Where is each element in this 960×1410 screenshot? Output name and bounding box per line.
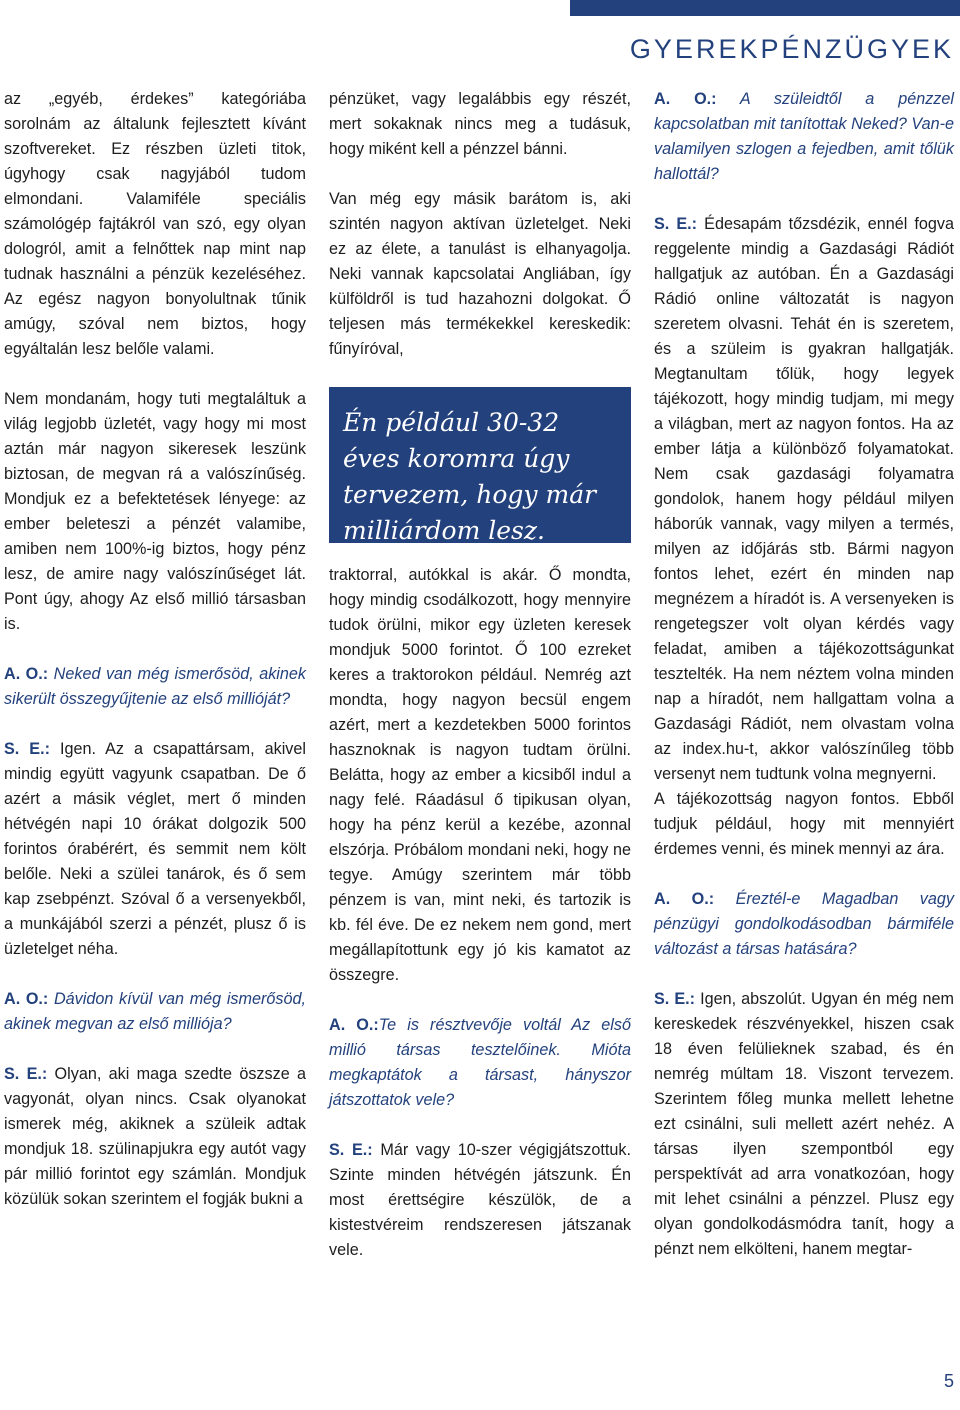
- interviewee-label: S. E.:: [654, 990, 696, 1008]
- text-column-3: [654, 87, 954, 1287]
- text-column-1: [4, 87, 306, 1237]
- interviewee-label: S. E.:: [4, 1065, 48, 1083]
- interviewee-label: S. E.:: [654, 215, 698, 233]
- text-column-2: [329, 87, 631, 1288]
- question: [4, 987, 306, 1037]
- question: [654, 87, 954, 187]
- question-text: Dávidon kívül van még ismerősöd, akinek megvan az első milliója?: [4, 990, 307, 1033]
- interviewer-label: A. O.:: [4, 990, 49, 1008]
- question-text: Te is résztvevője voltál Az első millió társas tesztelőinek. Mióta megkaptátok a társast, hányszor játszottatok vele?: [329, 1016, 631, 1109]
- answer-text: Édesapám tőzsdézik, ennél fogva reggelente mindig a Gazdasági Rádiót hallgatjuk az autóban. Én a Gazdasági Rádió online változatát is nagyon szeretem olvasni. Tehát én is szeretem, és a szüleim is gyakran hallgatják. Megtanultam tőlük, hogy legyek tájékozott, hogy mindig tudjam, mi megy a világban, mert az nagyon fontos. Ha az ember látja a különböző folyamatokat. Nem csak gazdasági folyamatra gondolok, hanem hogy például milyen háborúk vannak, vagy milyen a termés, milyen az időjárás stb. Bármi nagyon fontos lehet, ezért én minden nap megnézem a híradót is. A versenyeken is rengetegszer volt olyan kérdés vagy feladat, amiben a tájékozottságunkat tesztelték. Ha nem néztem volna minden nap a híradót, nem hallgattam volna a Gazdasági Rádiót, nem olvastam volna az index.hu-t, akkor valószínűleg több versenyt nem tudtunk volna megnyerni.: [654, 215, 954, 783]
- question: [654, 887, 954, 962]
- paragraph: traktorral, autókkal is akár. Ő mondta, hogy mindig csodálkozott, hogy mennyire tudok örülni, mikor egy üzleten keresek mondjuk 5000 forintot. Ő 100 ezreket keres a traktorokon például. Nemrég azt mondta, hogy nagyon becsül engem azért, mert a kezdetekben 5000 forintos hasznoknak is nagyon tudtam örülni. Belátta, hogy az ember a kicsiből indul a nagy felé. Ráadásul ő tipikusan olyan, hogy ha pénz kerül a kezébe, azonnal elszórja. Próbálom mondani neki, hogy ne tegye. Amúgy szerintem már több pénzem is van, mint neki, és tartozik is kb. fél éve. De ez nekem nem gond, mert megállapítottunk egy jó kis kamatot az összegre.: [329, 566, 631, 984]
- answer-text: Már vagy 10-szer végigjátszottuk. Szinte minden hétvégén játszunk. Én most érettségire készülök, de a kistestvéreim rendszeresen játszanak vele.: [329, 1141, 631, 1259]
- interviewer-label: A. O.:: [329, 1016, 379, 1034]
- section-title: GYEREKPÉNZÜGYEK: [629, 34, 954, 64]
- paragraph: az „egyéb, érdekes” kategóriába sorolnám az általunk fejlesztett kívánt szoftvereket. Ez részben üzleti titok, úgyhogy csak nagyjából tudom elmondani. Valamiféle speciális számológép fajtákról van szó, egy olyan dologról, amit a felnőttek nap mint nap tudnak használni a pénzük kezeléséhez. Az egész nagyon bonyolultnak tűnik amúgy, szóval nem biztos, hogy egyáltalán lesz belőle valami.: [4, 90, 306, 358]
- paragraph: Van még egy másik barátom is, aki szintén nagyon aktívan üzletelget. Neki ez az élete, a tanulást is elhanyagolja. Neki vannak kapcsolatai Angliában, így külföldről is tud hazahozni dolgokat. Ő teljesen más termékekkel kereskedik: fűnyíróval,: [329, 190, 631, 358]
- pull-quote: Én például 30-32 éves koromra úgy tervezem, hogy már milliárdom lesz.: [329, 387, 631, 543]
- interviewer-label: A. O.:: [654, 890, 715, 908]
- question: [329, 1013, 631, 1113]
- paragraph: A tájékozottság nagyon fontos. Ebből tudjuk például, hogy mit mennyiért érdemes venni, és minek mennyi az ára.: [654, 790, 954, 858]
- interviewee-label: S. E.:: [329, 1141, 373, 1159]
- answer: [654, 987, 954, 1262]
- answer-text: Igen, abszolút. Ugyan én még nem kereskedek részvényekkel, hiszen csak 18 éven felülieknek szabad, és én nemrég múltam 18. Viszont tervezem. Szerintem főleg munka mellett lehetne ezt csinálni, suli mellett azért nehéz. A társas ilyen szempontból egy perspektívát ad arra vonatkozóan, hogy mit lehet csinálni a pénzzel. Plusz egy olyan gondolkodásmódra tanít, hogy a pénzt nem elkölteni, hanem megtar-: [654, 990, 954, 1258]
- paragraph: pénzüket, vagy legalábbis egy részét, mert sokaknak nincs meg a tudásuk, hogy miként kell a pénzzel bánni.: [329, 90, 631, 158]
- answer-text: Igen. Az a csapattársam, akivel mindig együtt vagyunk csapatban. De ő azért a másik véglet, mert ő minden hétvégén napi 10 órákat dolgozik 500 forintos órabérért, és semmit nem költ belőle. Neki a szülei tanárok, és ő sem kap zsebpénzt. Szóval ő a versenyekből, a munkájából szerzi a pénzét, plusz ő is üzletelget néha.: [4, 740, 306, 958]
- interviewer-label: A. O.:: [4, 665, 49, 683]
- answer-text: Olyan, aki maga szedte öszsze a vagyonát, olyan nincs. Csak olyanokat ismerek még, akiknek a szüleik adtak mondjuk 18. szülinapjukra egy autót vagy pár millió forintot egy számlán. Mondjuk közülük sokan szerintem el fogják bukni a: [4, 1065, 306, 1208]
- question-text: Éreztél-e Magadban vagy pénzügyi gondolkodásodban bármiféle változást a társas hatására?: [654, 890, 954, 958]
- interviewer-label: A. O.:: [654, 90, 717, 108]
- question-text: Neked van még ismerősöd, akinek sikerült összegyűjtenie az első millióját?: [4, 665, 306, 708]
- question-text: A szüleidtől a pénzzel kapcsolatban mit tanítottak Neked? Van-e valamilyen szlogen a fejedben, amit tőlük hallottál?: [654, 90, 954, 183]
- question: [4, 662, 306, 712]
- answer: [4, 1062, 306, 1212]
- answer: [329, 1138, 631, 1263]
- answer: [4, 737, 306, 962]
- interviewee-label: S. E.:: [4, 740, 50, 758]
- answer: [654, 212, 954, 787]
- page-number: 5: [943, 1371, 954, 1391]
- header-accent-bar: [570, 0, 960, 16]
- paragraph: Nem mondanám, hogy tuti megtaláltuk a világ legjobb üzletét, vagy hogy mi most aztán már nagyon sikeresek leszünk biztosan, de megvan rá a valószínűség. Mondjuk ez a befektetések lényege: az ember beleteszi a pénzét valamibe, amiben nem 100%-ig biztos, hogy pénz lesz, de amire nagy valószínűséget lát. Pont úgy, ahogy Az első millió társasban is.: [4, 390, 306, 633]
